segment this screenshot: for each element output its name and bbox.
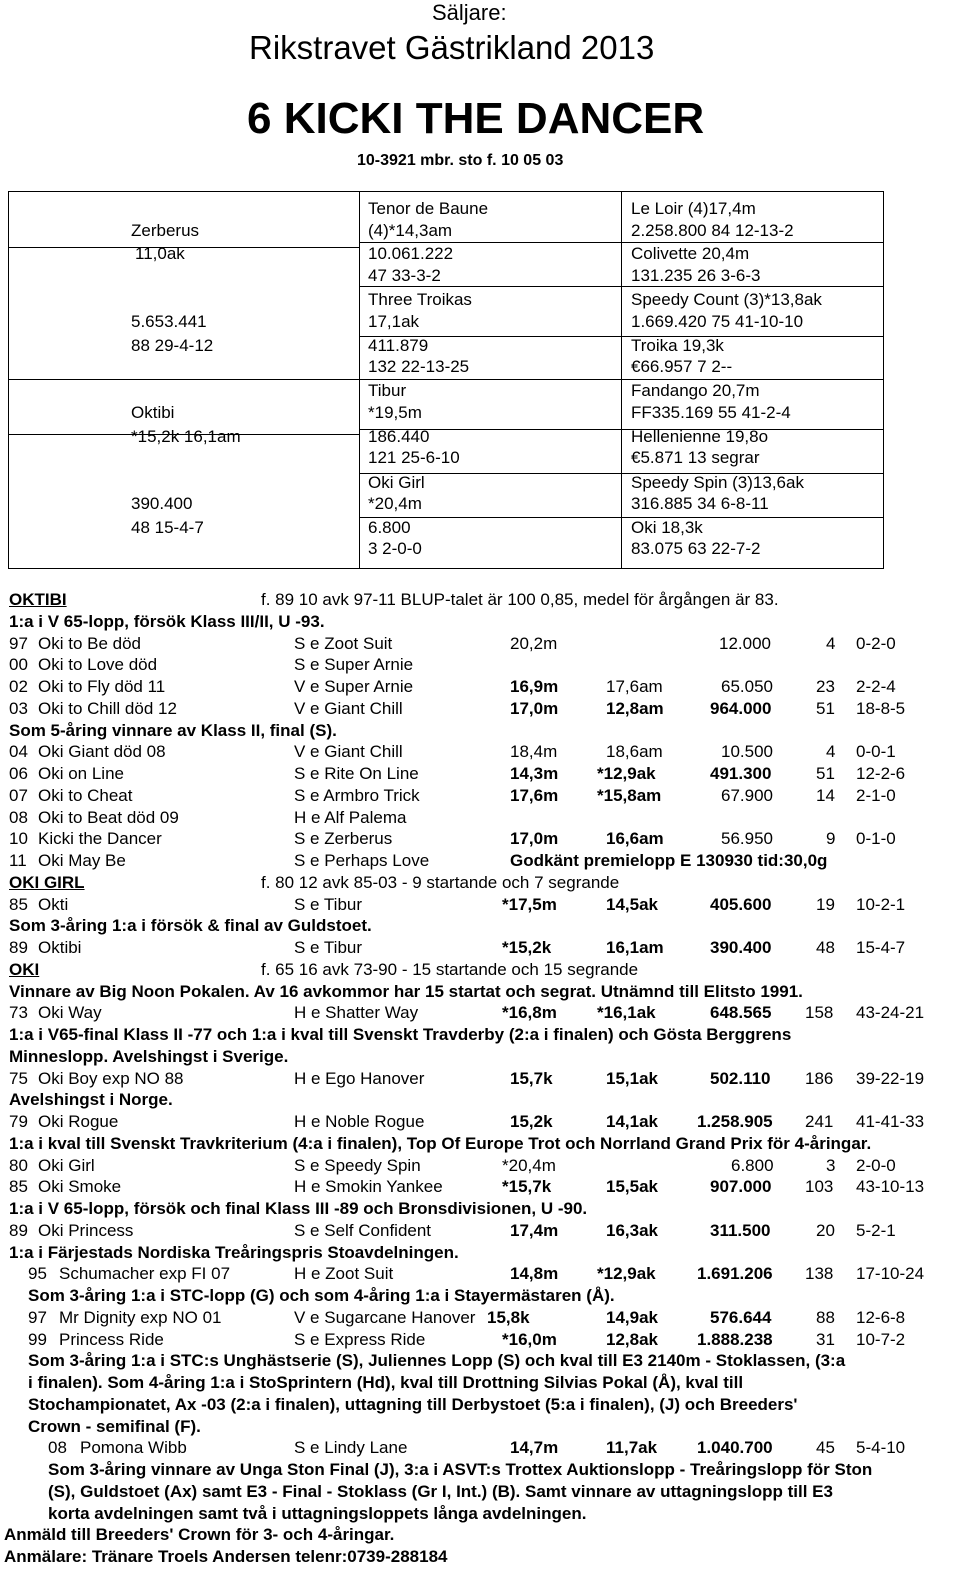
- gen3-2-name: Colivette 20,4m: [631, 244, 750, 263]
- record-line-19-col-1: Oki Way: [38, 1003, 102, 1022]
- record-line-14-col-2: S e Tibur: [294, 895, 363, 914]
- record-line-27-col-4: 15,5ak: [606, 1177, 658, 1196]
- record-line-16-col-1: Oktibi: [38, 938, 82, 957]
- record-line-35-col-0: Som 3-åring 1:a i STC:s Unghästserie (S), Juliennes Lopp (S) och kval till E3 2140m - Stoklassen, (3:a: [28, 1351, 846, 1370]
- record-line-34-col-7: 10-7-2: [856, 1330, 906, 1349]
- sire-earnings: 5.653.441: [131, 312, 207, 331]
- record-line-39-col-0: 08: [48, 1438, 67, 1457]
- record-line-12-col-3: Godkänt premielopp E 130930 tid:30,0g: [510, 851, 828, 870]
- record-line-22-col-4: 15,1ak: [606, 1069, 658, 1088]
- record-line-6-col-0: Som 5-åring vinnare av Klass II, final (S).: [9, 721, 337, 740]
- gen2-3-line4: 121 25-6-10: [368, 448, 460, 467]
- record-line-24-col-6: 241: [805, 1112, 834, 1131]
- record-line-5-col-1: Oki to Chill död 12: [38, 699, 177, 718]
- record-line-27-col-7: 43-10-13: [856, 1177, 925, 1196]
- record-line-4-col-1: Oki to Fly död 11: [38, 677, 166, 696]
- record-line-7-col-4: 18,6am: [606, 742, 663, 761]
- gen2-1-line1: Tenor de Baune: [368, 199, 489, 218]
- record-line-31-col-4: *12,9ak: [597, 1264, 656, 1283]
- record-line-33-col-4: 14,9ak: [606, 1308, 658, 1327]
- gen3-6-stats: €5.871 13 segrar: [631, 448, 760, 467]
- record-line-7-col-5: 10.500: [721, 742, 773, 761]
- record-line-34-col-6: 31: [816, 1330, 835, 1349]
- record-line-26-col-0: 80: [9, 1156, 28, 1175]
- gen3-3-name: Speedy Count (3)*13,8ak: [631, 290, 822, 309]
- record-line-24-col-5: 1.258.905: [697, 1112, 773, 1131]
- gen2-4-line3: 6.800: [368, 518, 411, 537]
- record-line-7-col-7: 0-0-1: [856, 742, 896, 761]
- record-line-9-col-2: S e Armbro Trick: [294, 786, 420, 805]
- gen3-2-stats: 131.235 26 3-6-3: [631, 266, 761, 285]
- record-line-16-col-4: 16,1am: [606, 938, 664, 957]
- record-line-5-col-5: 964.000: [710, 699, 772, 718]
- record-line-29-col-6: 20: [816, 1221, 835, 1240]
- record-line-8-col-6: 51: [816, 764, 835, 783]
- gen3-7-name: Speedy Spin (3)13,6ak: [631, 473, 804, 492]
- record-line-29-col-4: 16,3ak: [606, 1221, 658, 1240]
- record-line-14-col-4: 14,5ak: [606, 895, 658, 914]
- record-line-14-col-0: 85: [9, 895, 28, 914]
- record-line-31-col-1: Schumacher exp FI 07: [59, 1264, 231, 1283]
- record-line-2-col-5: 4: [826, 634, 836, 653]
- record-line-34-col-2: S e Express Ride: [294, 1330, 426, 1349]
- record-line-33-col-7: 12-6-8: [856, 1308, 906, 1327]
- record-line-3-col-2: S e Super Arnie: [294, 655, 414, 674]
- record-line-0-col-1: f. 89 10 avk 97-11 BLUP-talet är 100 0,85, medel för årgången är 83.: [261, 590, 779, 609]
- record-line-31-col-0: 95: [28, 1264, 47, 1283]
- record-line-33-col-2: V e Sugarcane Hanover: [294, 1308, 476, 1327]
- record-line-34-col-1: Princess Ride: [59, 1330, 164, 1349]
- dam-name: Oktibi: [131, 403, 175, 422]
- record-line-7-col-6: 4: [826, 742, 836, 761]
- record-line-7-col-2: V e Giant Chill: [294, 742, 403, 761]
- record-line-13-col-0: OKI GIRL: [9, 873, 85, 892]
- record-line-11-col-5: 56.950: [721, 829, 773, 848]
- record-line-14-col-7: 10-2-1: [856, 895, 906, 914]
- record-line-2-col-2: S e Zoot Suit: [294, 634, 393, 653]
- record-line-2-col-4: 12.000: [719, 634, 771, 653]
- dam-record: *15,2k 16,1am: [131, 427, 241, 446]
- gen2-1-line2: (4)*14,3am: [368, 221, 453, 240]
- record-line-42-col-0: korta avdelningen samt två i uttagningsloppets långa avdelningen.: [48, 1504, 587, 1523]
- record-line-33-col-0: 97: [28, 1308, 47, 1327]
- record-line-19-col-2: H e Shatter Way: [294, 1003, 419, 1022]
- record-line-33-col-5: 576.644: [710, 1308, 772, 1327]
- gen2-4-line4: 3 2-0-0: [368, 539, 422, 558]
- record-line-8-col-3: 14,3m: [510, 764, 559, 783]
- record-line-2-col-3: 20,2m: [510, 634, 558, 653]
- dam-starts: 48 15-4-7: [131, 518, 204, 537]
- record-line-9-col-5: 67.900: [721, 786, 773, 805]
- record-line-5-col-2: V e Giant Chill: [294, 699, 403, 718]
- record-line-7-col-1: Oki Giant död 08: [38, 742, 166, 761]
- record-line-33-col-3: 15,8k: [487, 1308, 530, 1327]
- gen2-2-line3: 411.879: [368, 336, 429, 355]
- gen3-1-name: Le Loir (4)17,4m: [631, 199, 756, 218]
- record-line-26-col-6: 2-0-0: [856, 1156, 896, 1175]
- record-line-31-col-3: 14,8m: [510, 1264, 559, 1283]
- gen2-4-line1: Oki Girl: [368, 473, 425, 492]
- record-line-18-col-0: Vinnare av Big Noon Pokalen. Av 16 avkommor har 15 startat och segrat. Utnämnd till Elitsto 1991.: [9, 982, 803, 1001]
- record-line-31-col-2: H e Zoot Suit: [294, 1264, 394, 1283]
- gen3-8-name: Oki 18,3k: [631, 518, 703, 537]
- record-line-29-col-1: Oki Princess: [38, 1221, 134, 1240]
- horse-title: 6 KICKI THE DANCER: [247, 94, 705, 143]
- record-line-19-col-3: *16,8m: [502, 1003, 557, 1022]
- record-line-2-col-1: Oki to Be död: [38, 634, 142, 653]
- record-line-1-col-0: 1:a i V 65-lopp, försök Klass III/II, U -93.: [9, 612, 325, 631]
- record-line-13-col-1: f. 80 12 avk 85-03 - 9 startande och 7 segrande: [261, 873, 620, 892]
- record-line-27-col-5: 907.000: [710, 1177, 772, 1196]
- record-line-31-col-5: 1.691.206: [697, 1264, 773, 1283]
- record-line-22-col-7: 39-22-19: [856, 1069, 925, 1088]
- record-line-40-col-0: Som 3-åring vinnare av Unga Ston Final (J), 3:a i ASVT:s Trottex Auktionslopp - Treåringslopp för Ston: [48, 1460, 873, 1479]
- record-line-24-col-1: Oki Rogue: [38, 1112, 119, 1131]
- gen3-5-stats: FF335.169 55 41-2-4: [631, 403, 791, 422]
- seller-label: Säljare:: [432, 0, 507, 25]
- gen3-3-stats: 1.669.420 75 41-10-10: [631, 312, 804, 331]
- gen2-2-line1: Three Troikas: [368, 290, 472, 309]
- record-line-22-col-5: 502.110: [710, 1069, 771, 1088]
- gen2-2-line4: 132 22-13-25: [368, 357, 470, 376]
- record-line-11-col-6: 9: [826, 829, 836, 848]
- record-line-3-col-0: 00: [9, 655, 28, 674]
- record-line-20-col-0: 1:a i V65-final Klass II -77 och 1:a i kval till Svenskt Travderby (2:a i finalen) och Gösta Berggrens: [9, 1025, 792, 1044]
- gen2-3-line1: Tibur: [368, 381, 407, 400]
- record-line-16-col-5: 390.400: [710, 938, 772, 957]
- gen2-2-line2: 17,1ak: [368, 312, 420, 331]
- record-line-5-col-4: 12,8am: [606, 699, 664, 718]
- record-line-9-col-6: 14: [816, 786, 835, 805]
- record-line-37-col-0: Stochampionatet, Ax -03 (2:a i finalen), uttagning till Derbystoet (5:a i finalen), (J) och Breeders': [28, 1395, 798, 1414]
- record-line-19-col-6: 158: [805, 1003, 834, 1022]
- record-line-19-col-7: 43-24-21: [856, 1003, 925, 1022]
- record-line-26-col-3: *20,4m: [502, 1156, 556, 1175]
- gen2-3-line2: *19,5m: [368, 403, 422, 422]
- record-line-4-col-3: 16,9m: [510, 677, 559, 696]
- record-line-39-col-2: S e Lindy Lane: [294, 1438, 408, 1457]
- record-line-0-col-0: OKTIBI: [9, 590, 67, 609]
- record-line-27-col-2: H e Smokin Yankee: [294, 1177, 443, 1196]
- record-line-10-col-1: Oki to Beat död 09: [38, 808, 179, 827]
- record-line-17-col-1: f. 65 16 avk 73-90 - 15 startande och 15 segrande: [261, 960, 639, 979]
- record-line-38-col-0: Crown - semifinal (F).: [28, 1417, 201, 1436]
- record-line-23-col-0: Avelshingst i Norge.: [9, 1090, 173, 1109]
- gen3-5-name: Fandango 20,7m: [631, 381, 760, 400]
- record-line-22-col-1: Oki Boy exp NO 88: [38, 1069, 184, 1088]
- gen3-1-stats: 2.258.800 84 12-13-2: [631, 221, 794, 240]
- record-line-21-col-0: Minneslopp. Avelshingst i Sverige.: [9, 1047, 289, 1066]
- record-line-8-col-2: S e Rite On Line: [294, 764, 419, 783]
- record-line-22-col-6: 186: [805, 1069, 834, 1088]
- record-line-14-col-1: Okti: [38, 895, 69, 914]
- record-line-7-col-0: 04: [9, 742, 28, 761]
- record-line-9-col-7: 2-1-0: [856, 786, 896, 805]
- gen2-1-line3: 10.061.222: [368, 244, 454, 263]
- record-line-5-col-6: 51: [816, 699, 835, 718]
- record-line-24-col-4: 14,1ak: [606, 1112, 658, 1131]
- record-line-43-col-0: Anmäld till Breeders' Crown för 3- och 4-åringar.: [4, 1525, 395, 1544]
- record-line-31-col-6: 138: [805, 1264, 834, 1283]
- record-line-30-col-0: 1:a i Färjestads Nordiska Treåringspris Stoavdelningen.: [9, 1243, 459, 1262]
- record-line-9-col-4: *15,8am: [597, 786, 662, 805]
- record-line-16-col-0: 89: [9, 938, 28, 957]
- record-line-4-col-6: 23: [816, 677, 835, 696]
- record-line-27-col-1: Oki Smoke: [38, 1177, 122, 1196]
- record-line-31-col-7: 17-10-24: [856, 1264, 925, 1283]
- gen3-8-stats: 83.075 63 22-7-2: [631, 539, 761, 558]
- record-line-5-col-7: 18-8-5: [856, 699, 906, 718]
- gen3-7-stats: 316.885 34 6-8-11: [631, 494, 769, 513]
- record-line-22-col-2: H e Ego Hanover: [294, 1069, 425, 1088]
- record-line-26-col-5: 3: [826, 1156, 836, 1175]
- sire-name: Zerberus: [131, 221, 200, 240]
- record-line-8-col-1: Oki on Line: [38, 764, 124, 783]
- record-line-2-col-0: 97: [9, 634, 28, 653]
- record-line-5-col-3: 17,0m: [510, 699, 559, 718]
- record-line-16-col-3: *15,2k: [502, 938, 552, 957]
- record-line-39-col-3: 14,7m: [510, 1438, 559, 1457]
- record-line-11-col-1: Kicki the Dancer: [38, 829, 162, 848]
- record-line-39-col-6: 45: [816, 1438, 835, 1457]
- record-line-29-col-3: 17,4m: [510, 1221, 559, 1240]
- record-line-39-col-5: 1.040.700: [697, 1438, 773, 1457]
- record-line-34-col-5: 1.888.238: [697, 1330, 773, 1349]
- record-line-22-col-3: 15,7k: [510, 1069, 553, 1088]
- record-line-34-col-3: *16,0m: [502, 1330, 557, 1349]
- record-line-2-col-6: 0-2-0: [856, 634, 896, 653]
- record-line-9-col-3: 17,6m: [510, 786, 559, 805]
- record-line-29-col-5: 311.500: [710, 1221, 771, 1240]
- gen3-6-name: Hellenienne 19,8o: [631, 427, 769, 446]
- record-line-26-col-2: S e Speedy Spin: [294, 1156, 421, 1175]
- gen2-1-line4: 47 33-3-2: [368, 266, 441, 285]
- dam-earnings: 390.400: [131, 494, 193, 513]
- record-line-19-col-0: 73: [9, 1003, 28, 1022]
- seller-name: Rikstravet Gästrikland 2013: [249, 29, 655, 66]
- record-line-12-col-2: S e Perhaps Love: [294, 851, 430, 870]
- gen2-4-line2: *20,4m: [368, 494, 422, 513]
- record-line-33-col-1: Mr Dignity exp NO 01: [59, 1308, 222, 1327]
- gen3-4-name: Troika 19,3k: [631, 336, 724, 355]
- record-line-14-col-6: 19: [816, 895, 835, 914]
- record-line-24-col-2: H e Noble Rogue: [294, 1112, 425, 1131]
- record-line-8-col-0: 06: [9, 764, 28, 783]
- record-line-14-col-5: 405.600: [710, 895, 772, 914]
- record-line-7-col-3: 18,4m: [510, 742, 558, 761]
- record-line-34-col-0: 99: [28, 1330, 47, 1349]
- record-line-29-col-7: 5-2-1: [856, 1221, 896, 1240]
- record-line-12-col-0: 11: [9, 851, 27, 870]
- record-line-22-col-0: 75: [9, 1069, 28, 1088]
- record-line-26-col-1: Oki Girl: [38, 1156, 95, 1175]
- record-line-10-col-0: 08: [9, 808, 28, 827]
- record-line-39-col-1: Pomona Wibb: [80, 1438, 187, 1457]
- record-line-34-col-4: 12,8ak: [606, 1330, 658, 1349]
- record-line-24-col-0: 79: [9, 1112, 28, 1131]
- record-line-14-col-3: *17,5m: [502, 895, 557, 914]
- record-line-28-col-0: 1:a i V 65-lopp, försök och final Klass III -89 och Bronsdivisionen, U -90.: [9, 1199, 588, 1218]
- record-line-11-col-4: 16,6am: [606, 829, 664, 848]
- record-line-27-col-6: 103: [805, 1177, 834, 1196]
- sire-starts: 88 29-4-12: [131, 336, 214, 355]
- record-line-19-col-5: 648.565: [710, 1003, 772, 1022]
- record-line-8-col-4: *12,9ak: [597, 764, 656, 783]
- record-line-10-col-2: H e Alf Palema: [294, 808, 407, 827]
- record-line-4-col-5: 65.050: [721, 677, 773, 696]
- record-line-19-col-4: *16,1ak: [597, 1003, 656, 1022]
- record-line-36-col-0: i finalen). Som 4-åring 1:a i StoSprintern (Hd), kval till Drottning Silvias Pokal (Å), kval till: [28, 1373, 744, 1392]
- record-line-27-col-0: 85: [9, 1177, 28, 1196]
- record-line-15-col-0: Som 3-åring 1:a i försök & final av Guldstoet.: [9, 916, 372, 935]
- record-line-41-col-0: (S), Guldstoet (Ax) samt E3 - Final - Stoklass (Gr I, Int.) (B). Samt vinnare av uttagningslopp till E3: [48, 1482, 833, 1501]
- record-line-4-col-2: V e Super Arnie: [294, 677, 414, 696]
- record-line-3-col-1: Oki to Love död: [38, 655, 158, 674]
- record-line-11-col-3: 17,0m: [510, 829, 559, 848]
- record-line-11-col-0: 10: [9, 829, 28, 848]
- record-line-32-col-0: Som 3-åring 1:a i STC-lopp (G) och som 4-åring 1:a i Stayermästaren (Å).: [28, 1286, 615, 1305]
- record-line-29-col-2: S e Self Confident: [294, 1221, 432, 1240]
- record-line-44-col-0: Anmälare: Tränare Troels Andersen telenr:0739-288184: [4, 1547, 448, 1566]
- record-line-4-col-0: 02: [9, 677, 28, 696]
- record-line-9-col-1: Oki to Cheat: [38, 786, 133, 805]
- record-line-39-col-7: 5-4-10: [856, 1438, 906, 1457]
- record-line-12-col-1: Oki May Be: [38, 851, 126, 870]
- record-line-4-col-4: 17,6am: [606, 677, 663, 696]
- record-line-5-col-0: 03: [9, 699, 28, 718]
- record-line-16-col-7: 15-4-7: [856, 938, 906, 957]
- record-line-8-col-5: 491.300: [710, 764, 772, 783]
- record-line-17-col-0: OKI: [9, 960, 40, 979]
- record-line-16-col-6: 48: [816, 938, 835, 957]
- record-line-16-col-2: S e Tibur: [294, 938, 363, 957]
- record-line-25-col-0: 1:a i kval till Svenskt Travkriterium (4:a i finalen), Top Of Europe Trot och Norrland Grand Prix för 4-åringar.: [9, 1134, 872, 1153]
- sire-record: 11,0ak: [135, 244, 185, 263]
- record-line-4-col-7: 2-2-4: [856, 677, 896, 696]
- record-line-11-col-7: 0-1-0: [856, 829, 896, 848]
- horse-info: 10-3921 mbr. sto f. 10 05 03: [357, 152, 564, 169]
- record-line-39-col-4: 11,7ak: [606, 1438, 658, 1457]
- record-line-33-col-6: 88: [816, 1308, 835, 1327]
- gen2-3-line3: 186.440: [368, 427, 430, 446]
- gen3-4-stats: €66.957 7 2--: [631, 357, 733, 376]
- record-line-24-col-3: 15,2k: [510, 1112, 553, 1131]
- record-line-29-col-0: 89: [9, 1221, 28, 1240]
- record-line-24-col-7: 41-41-33: [856, 1112, 925, 1131]
- record-line-8-col-7: 12-2-6: [856, 764, 906, 783]
- record-line-26-col-4: 6.800: [731, 1156, 774, 1175]
- record-line-27-col-3: *15,7k: [502, 1177, 552, 1196]
- record-line-9-col-0: 07: [9, 786, 28, 805]
- record-line-11-col-2: S e Zerberus: [294, 829, 393, 848]
